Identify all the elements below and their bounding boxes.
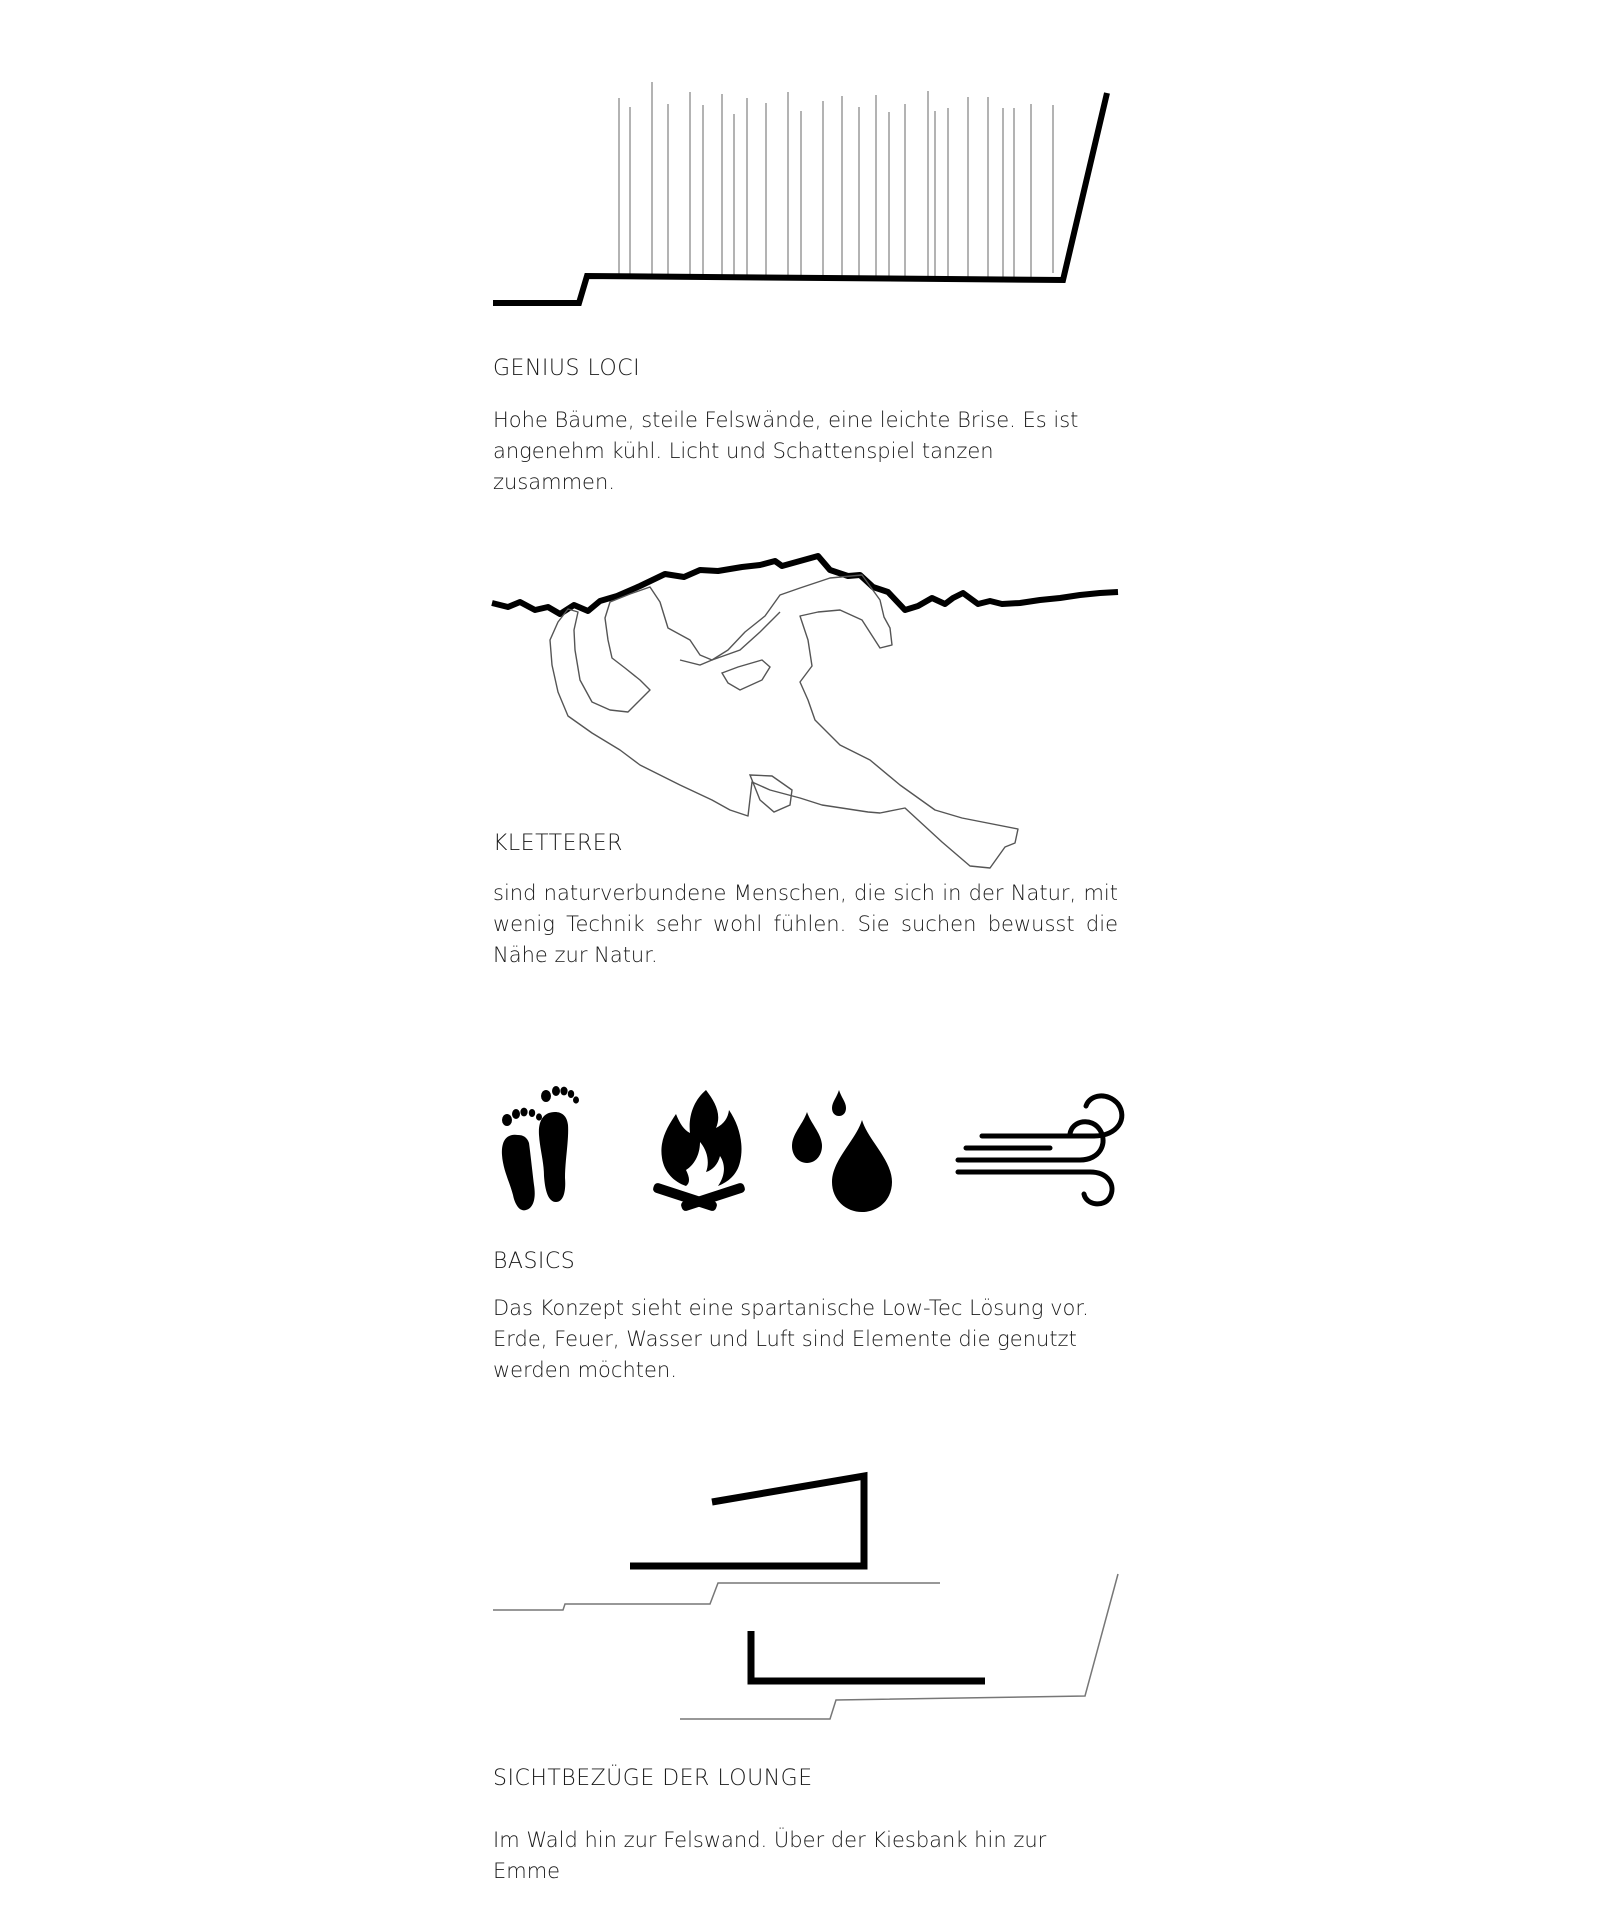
section-title-basics: BASICS: [493, 1249, 576, 1274]
section-title-sichtbezuege: SICHTBEZÜGE DER LOUNGE: [493, 1766, 813, 1791]
lower-ground-line: [680, 1574, 1118, 1719]
terrain-line: [493, 93, 1107, 303]
fire-icon: [652, 1090, 746, 1212]
tree-lines: [619, 82, 1053, 277]
forest-section-diagram: [493, 82, 1107, 303]
wind-icon: [958, 1096, 1122, 1204]
water-drops-icon: [792, 1090, 892, 1212]
section-title-kletterer: KLETTERER: [493, 831, 623, 856]
lower-lounge-shape: [751, 1631, 985, 1681]
section-text-sichtbezuege: Im Wald hin zur Felswand. Über der Kiesbank hin zur Emme: [493, 1828, 1047, 1883]
climber-body-outline: [550, 575, 1018, 868]
section-title-genius-loci: GENIUS LOCI: [493, 356, 641, 381]
section-text-basics: Das Konzept sieht eine spartanische Low-Tec Lösung vor. Erde, Feuer, Wasser und Luft sind Elemente die genutzt werden möchten.: [493, 1296, 1089, 1382]
rock-ridge-line: [492, 556, 1118, 614]
footprints-icon: [502, 1086, 579, 1210]
section-text-kletterer: sind naturverbundene Menschen, die sich in der Natur, mit wenig Technik sehr wohl fühlen. Sie suchen bewusst die Nähe zur Natur.: [493, 881, 1118, 967]
climber-hand-detail: [722, 660, 770, 690]
climber-arm-detail: [680, 612, 780, 665]
lounge-sightline-diagram: [493, 1476, 1118, 1719]
climber-outline: [492, 556, 1118, 868]
upper-lounge-shape: [630, 1476, 864, 1566]
section-text-genius-loci: Hohe Bäume, steile Felswände, eine leichte Brise. Es ist angenehm kühl. Licht und Schattenspiel tanzen zusammen.: [493, 408, 1079, 494]
upper-ground-line: [493, 1583, 940, 1610]
